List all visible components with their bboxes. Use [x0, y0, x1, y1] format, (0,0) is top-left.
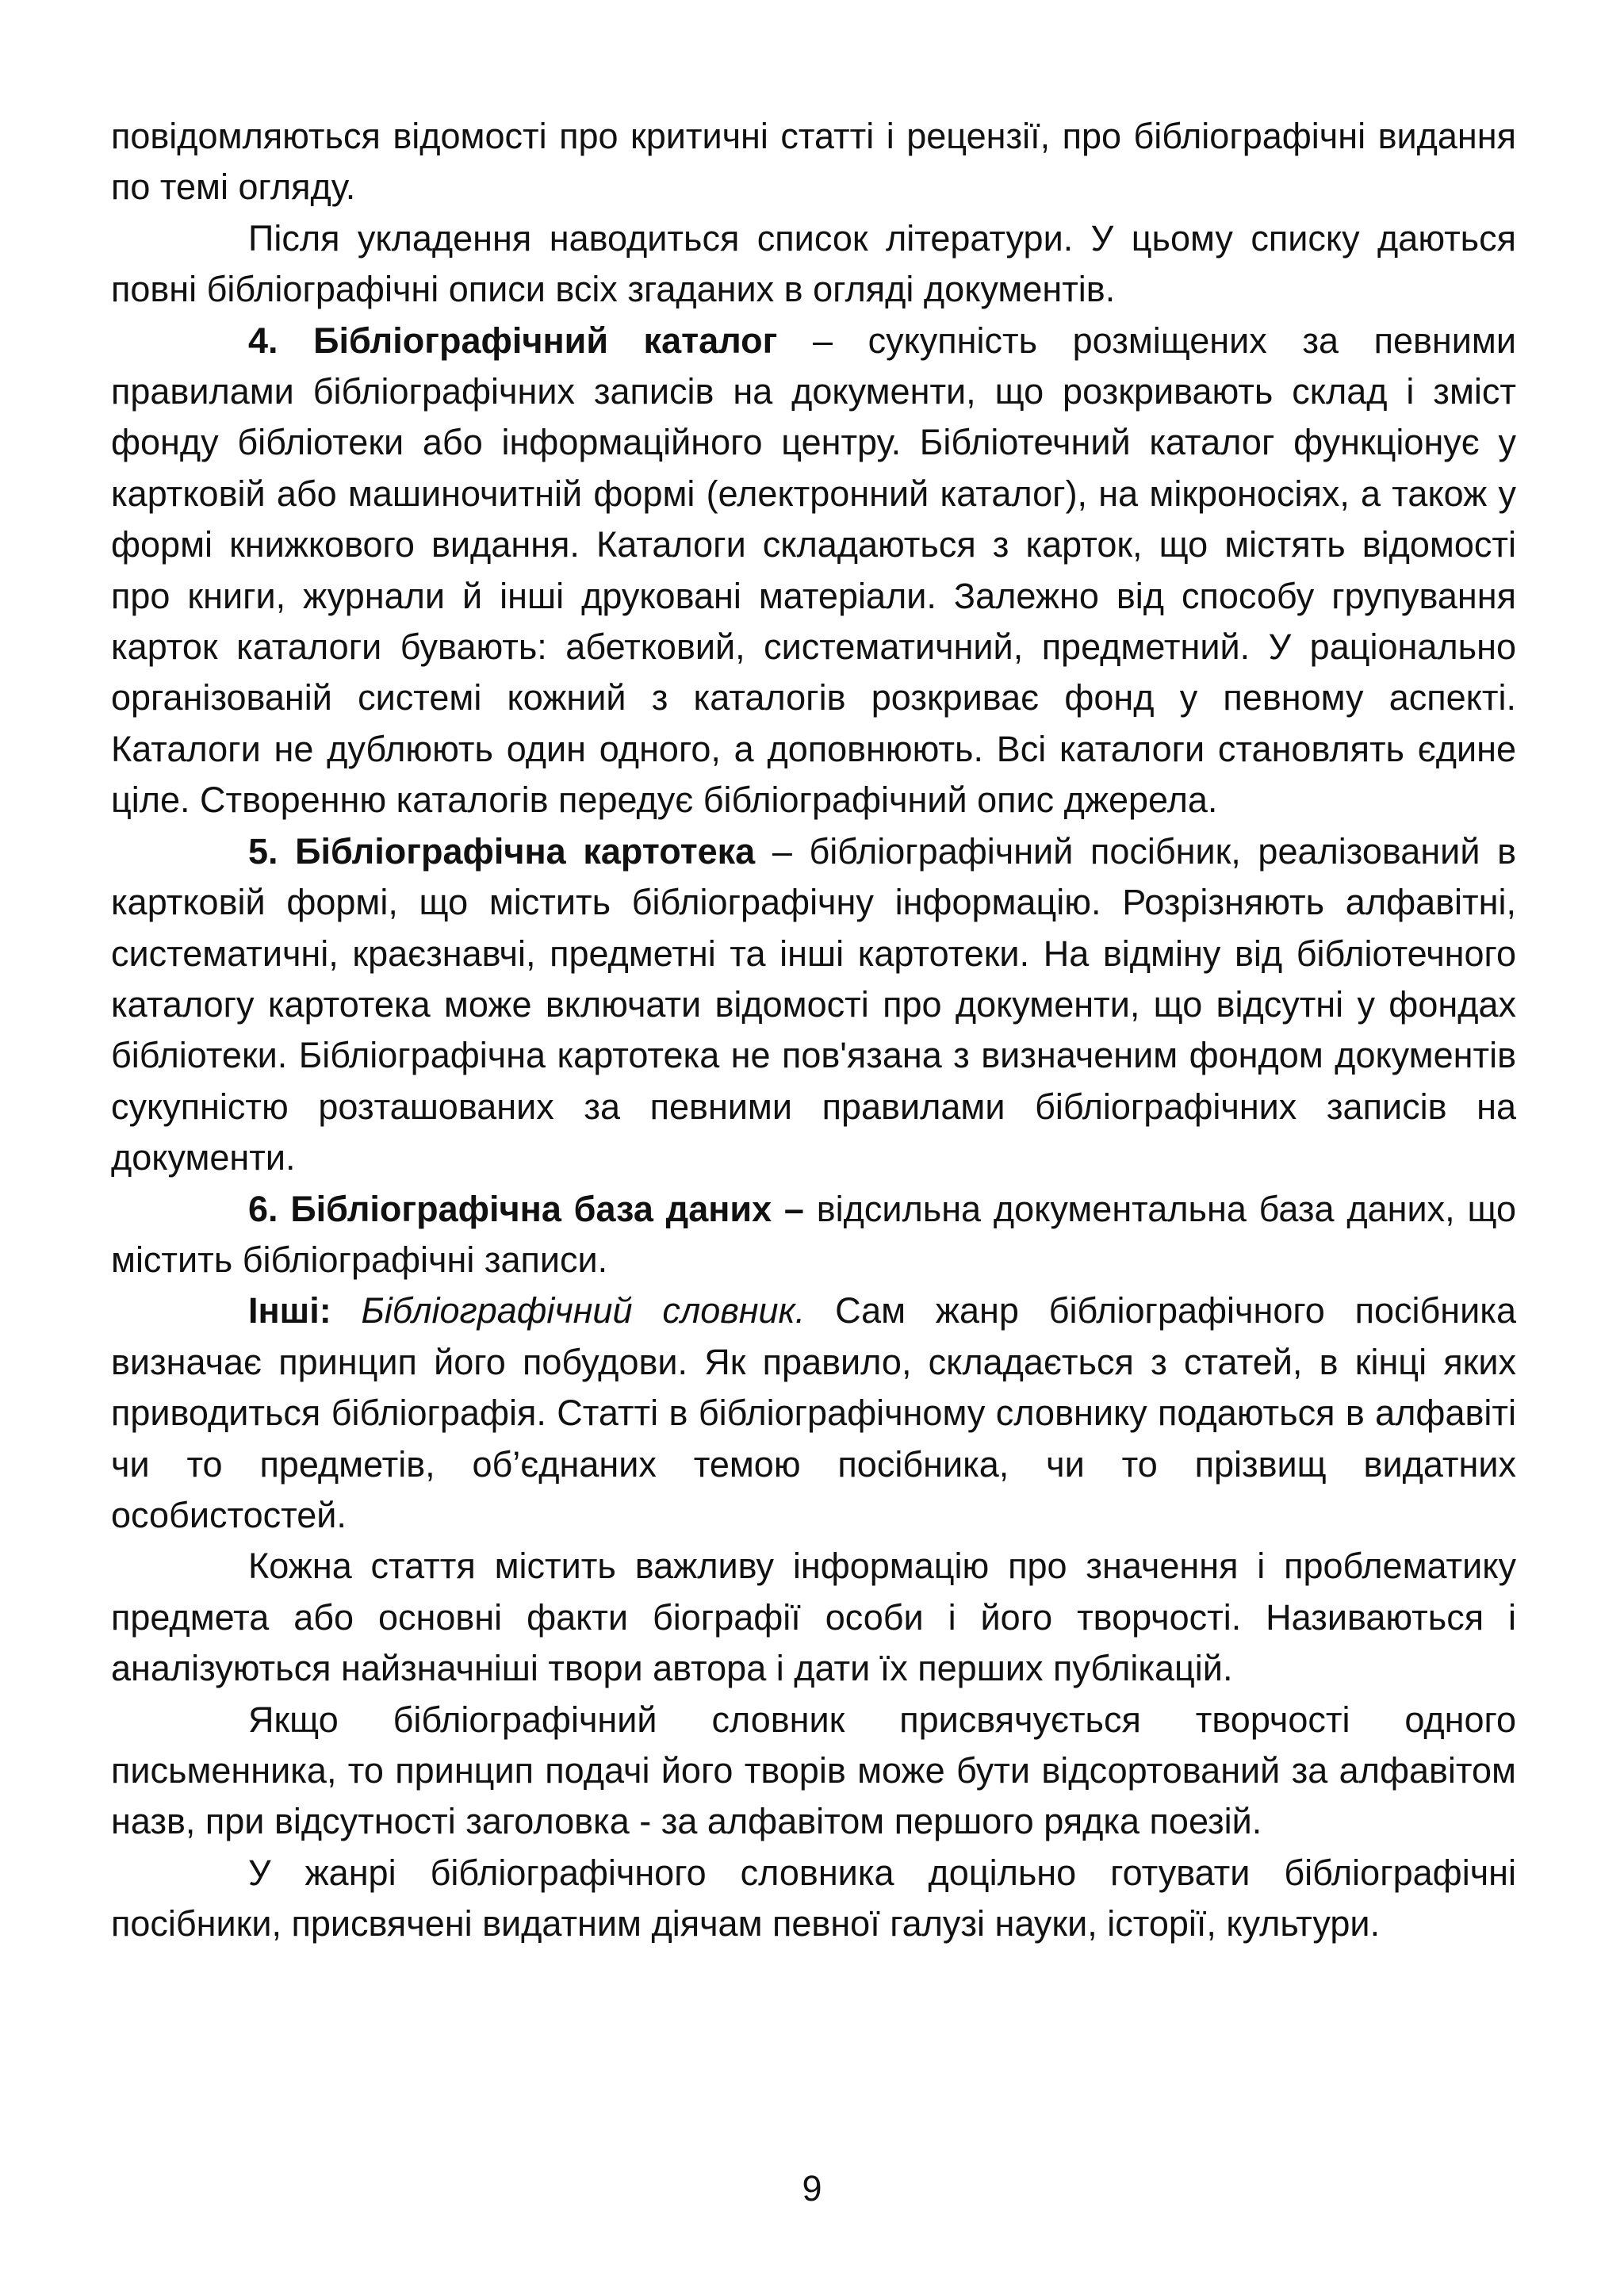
- paragraph-text: повідомляються відомості про критичні статті і рецензії, про бібліографічні видання по темі огляду.: [111, 116, 1516, 208]
- paragraph-article-content: [111, 1541, 1516, 1694]
- paragraph-text: – бібліографічний посібник, реалізований в картковій формі, що містить бібліографічну інформацію. Розрізняють алфавітні, систематичні, краєзнавчі, предметні та інші картотеки. На відміну від бібліотечного каталогу картотека може включати відомості про документи, що відсутні у фондах бібліотеки. Бібліографічна картотека не пов'язана з визначеним фондом документів сукупністю розташованих за певними правилами бібліографічних записів на документи.: [111, 830, 1516, 1178]
- term-heading: 6. Бібліографічна база даних –: [248, 1188, 804, 1229]
- paragraph-text: Сам жанр бібліографічного посібника визначає принцип його побудови. Як правило, складається з статей, в кінці яких приводиться бібліографія. Статті в бібліографічному словнику подаються в алфавіті чи то предметів, об’єднаних темою посібника, чи то прізвищ видатних особистостей.: [111, 1290, 1516, 1535]
- paragraph-text: Після укладення наводиться список літератури. У цьому списку даються повні бібліографічні описи всіх згаданих в огляді документів.: [111, 217, 1516, 310]
- paragraph-text: – сукупність розміщених за певними правилами бібліографічних записів на документи, що розкривають склад і зміст фонду бібліотеки або інформаційного центру. Бібліотечний каталог функціонує у картковій або машиночитній формі (електронний каталог), на мікроносіях, а також у формі книжкового видання. Каталоги складаються з карток, що містять відомості про книги, журнали й інші друковані матеріали. Залежно від способу групування карток каталоги бувають: абетковий, систематичний, предметний. У раціонально організованій системі кожний з каталогів розкриває фонд у певному аспекті. Каталоги не дублюють один одного, а доповнюють. Всі каталоги становлять єдине ціле. Створенню каталогів передує бібліографічний опис джерела.: [111, 320, 1516, 821]
- paragraph-text: Кожна стаття містить важливу інформацію про значення і проблематику предмета або основні факти біографії особи і його творчості. Називаються і аналізуються найзначніші твори автора і дати їх перших публікацій.: [111, 1546, 1516, 1689]
- term-heading: 5. Бібліографічна картотека: [248, 830, 756, 872]
- paragraph-text: У жанрі бібліографічного словника доцільно готувати бібліографічні посібники, присвячені видатним діячам певної галузі науки, історії, культури.: [111, 1852, 1516, 1944]
- paragraph-reference-list: [111, 213, 1516, 316]
- paragraph-other-dictionary: [111, 1285, 1516, 1541]
- paragraph-bibliographic-database: [111, 1184, 1516, 1286]
- paragraph-text: Якщо бібліографічний словник присвячується творчості одного письменника, то принцип подачі його творів може бути відсортований за алфавітом назв, при відсутності заголовка - за алфавітом першого рядка поезій.: [111, 1699, 1516, 1842]
- term-heading: 4. Бібліографічний каталог: [248, 320, 778, 361]
- page-body: [111, 111, 1516, 1950]
- paragraph-text: відсильна документальна база даних, що містить бібліографічні записи.: [111, 1188, 1516, 1280]
- paragraph-dictionary-genre: [111, 1848, 1516, 1950]
- term-heading: Інші:: [248, 1290, 331, 1331]
- paragraph-bibliographic-catalog: [111, 316, 1516, 826]
- paragraph-single-author-dictionary: [111, 1695, 1516, 1848]
- paragraph-continuation: [111, 111, 1516, 213]
- page-number: 9: [802, 2168, 822, 2209]
- italic-term: Бібліографічний словник.: [331, 1290, 806, 1331]
- paragraph-bibliographic-card-index: [111, 826, 1516, 1184]
